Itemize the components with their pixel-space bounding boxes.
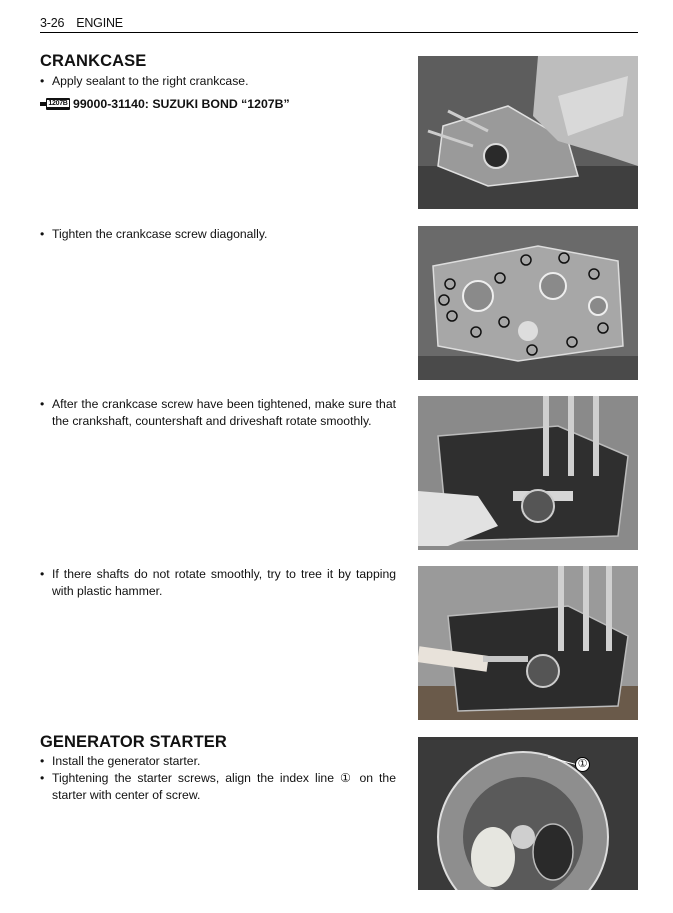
crankcase-heading: CRANKCASE bbox=[40, 52, 147, 70]
photo-plastic-hammer bbox=[418, 566, 638, 720]
photo-rotate-shafts bbox=[418, 396, 638, 550]
generator-step-install: • Install the generator starter. bbox=[40, 753, 396, 770]
sealant-tube-label: 1207B bbox=[48, 100, 68, 107]
photo-apply-sealant bbox=[418, 56, 638, 209]
index-line-callout: ① bbox=[575, 757, 590, 772]
page-number: 3-26 bbox=[40, 16, 65, 30]
bond-spec-text: 99000-31140: SUZUKI BOND “1207B” bbox=[73, 97, 290, 111]
crankcase-step-rotate: • After the crankcase screw have been tightened, make sure that the crankshaft, countershaft and driveshaft rotate smoothly. bbox=[40, 396, 396, 430]
section-title: ENGINE bbox=[76, 16, 123, 30]
crankcase-step-tighten: • Tighten the crankcase screw diagonally. bbox=[40, 226, 396, 243]
crankcase-step-sealant: • Apply sealant to the right crankcase. bbox=[40, 73, 396, 90]
photo-generator-starter bbox=[418, 737, 638, 890]
sealant-tube-icon bbox=[40, 98, 70, 110]
crankcase-step-hammer: • If there shafts do not rotate smoothly, try to tree it by tapping with plastic hammer. bbox=[40, 566, 396, 600]
page-header bbox=[40, 14, 638, 33]
bond-spec bbox=[40, 97, 290, 111]
generator-heading: GENERATOR STARTER bbox=[40, 733, 227, 751]
photo-crankcase-screws bbox=[418, 226, 638, 380]
generator-step-align: • Tightening the starter screws, align the index line ① on the starter with center of screw. bbox=[40, 770, 396, 804]
